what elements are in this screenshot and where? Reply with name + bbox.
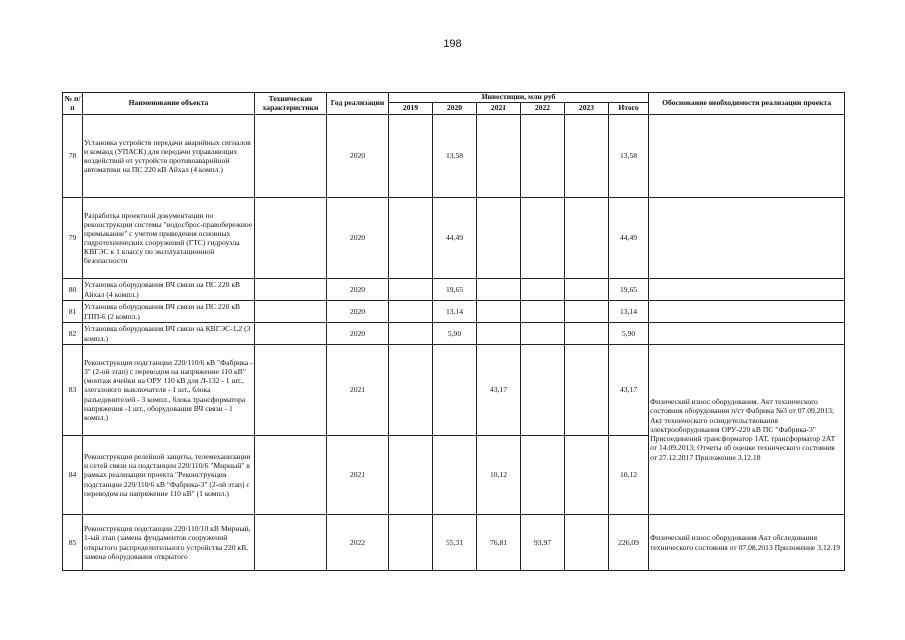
realization-year: 2020: [327, 198, 389, 279]
realization-year: 2020: [327, 323, 389, 345]
row-number: 81: [63, 301, 83, 323]
row-number: 84: [63, 436, 83, 515]
table-row: [63, 115, 845, 198]
invest-2022: 93,97: [521, 515, 565, 571]
header-investments: Инвестиции, млн руб: [389, 93, 649, 103]
invest-2022: [521, 323, 565, 345]
invest-2021: [477, 115, 521, 198]
tech-characteristics: [255, 436, 327, 515]
invest-2021: 43,17: [477, 345, 521, 436]
invest-2020: 19,65: [433, 279, 477, 301]
table-row: [63, 323, 845, 345]
invest-total: 43,17: [609, 345, 649, 436]
tech-characteristics: [255, 515, 327, 571]
invest-2020: 13,58: [433, 115, 477, 198]
invest-total: 19,65: [609, 279, 649, 301]
justification: [649, 323, 845, 345]
invest-2019: [389, 436, 433, 515]
invest-2021: 10,12: [477, 436, 521, 515]
invest-2022: [521, 279, 565, 301]
realization-year: 2021: [327, 436, 389, 515]
invest-2019: [389, 198, 433, 279]
table-row: [63, 515, 845, 571]
invest-2021: [477, 279, 521, 301]
object-name: Установка оборудования ВЧ связи на КВГЭС-1,2 (3 компл.): [83, 323, 255, 345]
invest-2019: [389, 323, 433, 345]
invest-2022: [521, 436, 565, 515]
invest-total: 10,12: [609, 436, 649, 515]
table-row: [63, 279, 845, 301]
invest-2021: [477, 323, 521, 345]
realization-year: 2020: [327, 115, 389, 198]
invest-2022: [521, 115, 565, 198]
invest-2021: 76,81: [477, 515, 521, 571]
invest-2022: [521, 198, 565, 279]
invest-2019: [389, 345, 433, 436]
object-name: Реконструкция подстанции 220/110/6 кВ "Фабрика - 3" (2-ой этап) с переводом на напряжение 110 кВ" (монтаж ячейки на ОРУ 110 кВ для Л-132 - 1 шт., элегазового выключателя - 1 шт., блока разъединителей - 3 компл., блока трансформатора напряжения -1 шт., оборудования ВЧ связи - 1 компл.): [83, 345, 255, 436]
invest-total: 13,14: [609, 301, 649, 323]
invest-total: 5,90: [609, 323, 649, 345]
invest-2023: [565, 323, 609, 345]
invest-2020: [433, 345, 477, 436]
invest-2020: 55,31: [433, 515, 477, 571]
realization-year: 2020: [327, 301, 389, 323]
invest-2020: 44,49: [433, 198, 477, 279]
invest-2022: [521, 345, 565, 436]
header-tech: Технические характеристики: [255, 93, 327, 115]
object-name: Реконструкция подстанции 220/110/10 кВ Мирный, 1-ый этап (замена фундаментов сооружений открытого распределительного устройства 220 кВ, замена оборудования открытого: [83, 515, 255, 571]
invest-2019: [389, 515, 433, 571]
table-row: [63, 198, 845, 279]
tech-characteristics: [255, 301, 327, 323]
invest-2019: [389, 115, 433, 198]
header-name: Наименование объекта: [83, 93, 255, 115]
row-number: 80: [63, 279, 83, 301]
invest-2023: [565, 198, 609, 279]
tech-characteristics: [255, 198, 327, 279]
justification: [649, 279, 845, 301]
invest-2019: [389, 279, 433, 301]
tech-characteristics: [255, 279, 327, 301]
justification: Физический износ оборудования. Акт технического состояния оборудования п/ст Фабрика №3 от 07.09.2013; Акт технического освидетельствования электрооборудования ОРУ-220 кВ ПС "Фабрика-3" Присоединений трансформатор 1АТ, трансформатор 2АТ от 14.09.2013; Отчеты об оценке технического состояния от 27.12.2017 Приложение 3.12.18: [649, 345, 845, 515]
invest-total: 13,58: [609, 115, 649, 198]
invest-total: 226,09: [609, 515, 649, 571]
invest-2023: [565, 301, 609, 323]
invest-2022: [521, 301, 565, 323]
invest-2020: 13,14: [433, 301, 477, 323]
header-year: Год реализации: [327, 93, 389, 115]
row-number: 78: [63, 115, 83, 198]
object-name: Разработка проектной документации по реконструкции системы "водосброс-правобережное примыкание" с учетом приведения основных гидротехнических сооружений (ГТС) гидроузла КВГЭС к 1 классу по эксплуатационной безопасности: [83, 198, 255, 279]
invest-2020: [433, 436, 477, 515]
justification: [649, 198, 845, 279]
row-number: 85: [63, 515, 83, 571]
invest-2023: [565, 345, 609, 436]
table-row: [63, 301, 845, 323]
investment-table: [62, 92, 845, 571]
justification: [649, 301, 845, 323]
justification: [649, 115, 845, 198]
header-2019: 2019: [389, 103, 433, 115]
row-number: 82: [63, 323, 83, 345]
header-2023: 2023: [565, 103, 609, 115]
invest-2023: [565, 115, 609, 198]
object-name: Реконструкция релейной защиты, телемеханизации и сетей связи на подстанции 220/110/6 "Мирный" в рамках реализации проекта "Реконструкция подстанции 220/110/6 кВ "Фабрика-3" (2-ой этап) с переводом на напряжение 110 кВ" (1 компл.): [83, 436, 255, 515]
invest-2021: [477, 198, 521, 279]
realization-year: 2020: [327, 279, 389, 301]
row-number: 79: [63, 198, 83, 279]
tech-characteristics: [255, 115, 327, 198]
header-total: Итого: [609, 103, 649, 115]
header-2020: 2020: [433, 103, 477, 115]
justification: Физический износ оборудования Акт обследования технического состояния от 07.08.2013 Приложение 3.12.19: [649, 515, 845, 571]
header-2022: 2022: [521, 103, 565, 115]
realization-year: 2021: [327, 345, 389, 436]
header-2021: 2021: [477, 103, 521, 115]
page-number: 198: [443, 38, 462, 50]
tech-characteristics: [255, 323, 327, 345]
table-row: [63, 345, 845, 436]
object-name: Установка оборудования ВЧ связи на ПС 220 кВ ГПП-6 (2 компл.): [83, 301, 255, 323]
header-num: № п/п: [63, 93, 83, 115]
object-name: Установка устройств передачи аварийных сигналов и команд (УПАСК) для передачи управляющих воздействий от устройств противоаварийной автоматики на ПС 220 кВ Айхал (4 компл.): [83, 115, 255, 198]
invest-2023: [565, 515, 609, 571]
row-number: 83: [63, 345, 83, 436]
invest-2020: 5,90: [433, 323, 477, 345]
header-justification: Обоснование необходимости реализации проекта: [649, 93, 845, 115]
invest-2023: [565, 436, 609, 515]
invest-total: 44,49: [609, 198, 649, 279]
object-name: Установка оборудования ВЧ связи на ПС 220 кВ Айхал (4 компл.): [83, 279, 255, 301]
tech-characteristics: [255, 345, 327, 436]
invest-2023: [565, 279, 609, 301]
realization-year: 2022: [327, 515, 389, 571]
invest-2021: [477, 301, 521, 323]
invest-2019: [389, 301, 433, 323]
